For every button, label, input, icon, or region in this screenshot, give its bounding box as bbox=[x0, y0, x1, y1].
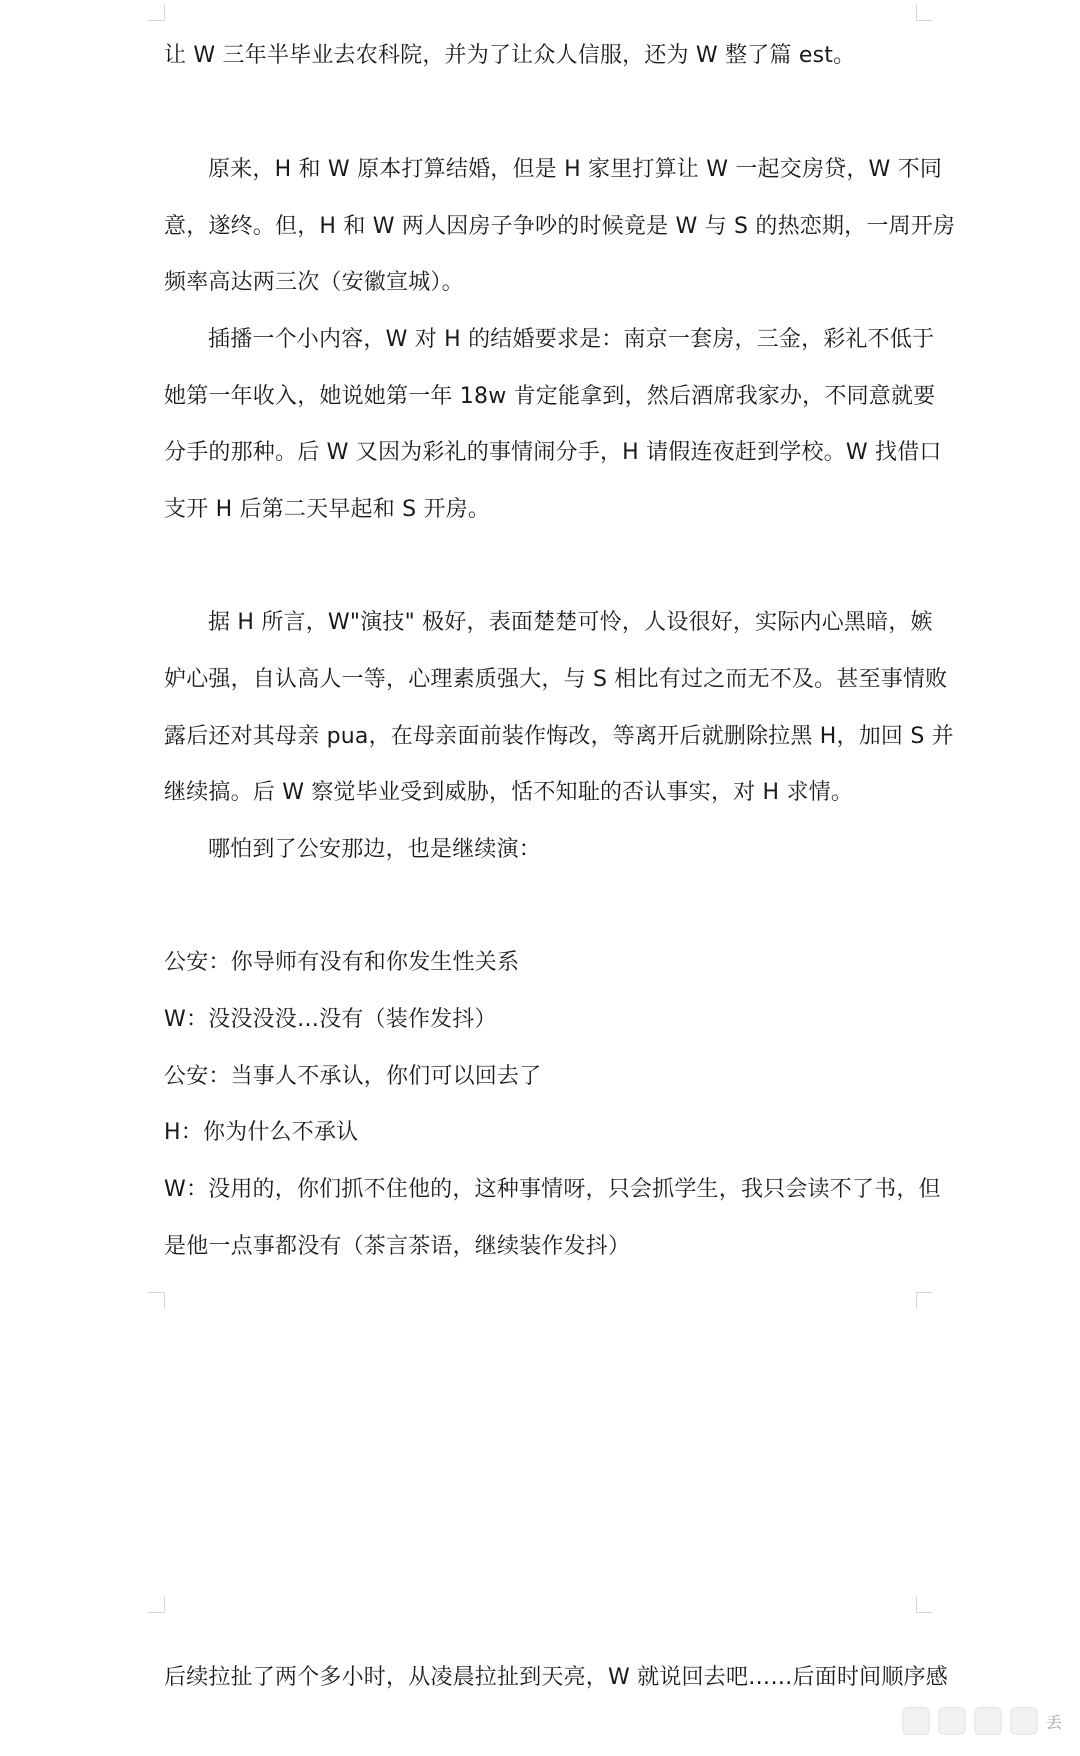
toolbar-button[interactable] bbox=[938, 1707, 966, 1735]
bottom-toolbar[interactable] bbox=[902, 1704, 1062, 1738]
crop-mark-top-right bbox=[916, 1596, 933, 1613]
page-gap bbox=[0, 1310, 1080, 1594]
toolbar-label[interactable]: 丢 bbox=[1045, 1712, 1062, 1732]
paragraph-line: 后续拉扯了两个多小时，从凌晨拉扯到天亮，W 就说回去吧……后面时间顺序感 bbox=[164, 1665, 948, 1690]
toolbar-button[interactable] bbox=[974, 1707, 1002, 1735]
paragraph-line: 意，遂终。但，H 和 W 两人因房子争吵的时候竟是 W 与 S 的热恋期，一周开房 bbox=[164, 214, 956, 239]
toolbar-button[interactable] bbox=[902, 1707, 930, 1735]
dialogue-line: H：你为什么不承认 bbox=[164, 1120, 359, 1145]
dialogue-line: 公安：当事人不承认，你们可以回去了 bbox=[164, 1064, 542, 1089]
paragraph-line: 频率高达两三次（安徽宣城）。 bbox=[164, 270, 464, 295]
crop-mark-top-left bbox=[148, 1596, 165, 1613]
toolbar-button[interactable] bbox=[1010, 1707, 1038, 1735]
crop-mark-top-right bbox=[916, 4, 933, 21]
crop-mark-top-left bbox=[148, 4, 165, 21]
paragraph-line: 露后还对其母亲 pua，在母亲面前装作悔改，等离开后就删除拉黑 H，加回 S 并 bbox=[164, 724, 954, 749]
crop-mark-bottom-right bbox=[916, 1292, 933, 1309]
paragraph-line: 原来，H 和 W 原本打算结婚，但是 H 家里打算让 W 一起交房贷，W 不同 bbox=[208, 157, 943, 182]
paragraph-line: 让 W 三年半毕业去农科院，并为了让众人信服，还为 W 整了篇 est。 bbox=[164, 43, 856, 68]
paragraph-line: 据 H 所言，W"演技" 极好，表面楚楚可怜，人设很好，实际内心黑暗，嫉 bbox=[208, 610, 933, 635]
paragraph-line: 哪怕到了公安那边，也是继续演： bbox=[208, 837, 542, 862]
paragraph-line: 继续搞。后 W 察觉毕业受到威胁，恬不知耻的否认事实，对 H 求情。 bbox=[164, 780, 854, 805]
paragraph-line: 支开 H 后第二天早起和 S 开房。 bbox=[164, 497, 491, 522]
dialogue-line: 是他一点事都没有（茶言茶语，继续装作发抖） bbox=[164, 1234, 631, 1259]
paragraph-line: 她第一年收入，她说她第一年 18w 肯定能拿到，然后酒席我家办，不同意就要 bbox=[164, 384, 936, 409]
dialogue-line: W：没没没没…没有（装作发抖） bbox=[164, 1007, 497, 1032]
crop-mark-bottom-left bbox=[148, 1292, 165, 1309]
paragraph-line: 插播一个小内容，W 对 H 的结婚要求是：南京一套房，三金，彩礼不低于 bbox=[208, 327, 935, 352]
dialogue-line: W：没用的，你们抓不住他的，这种事情呀，只会抓学生，我只会读不了书，但 bbox=[164, 1177, 941, 1202]
dialogue-line: 公安：你导师有没有和你发生性关系 bbox=[164, 950, 520, 975]
paragraph-line: 妒心强，自认高人一等，心理素质强大，与 S 相比有过之而无不及。甚至事情败 bbox=[164, 667, 948, 692]
paragraph-line: 分手的那种。后 W 又因为彩礼的事情闹分手，H 请假连夜赶到学校。W 找借口 bbox=[164, 440, 942, 465]
